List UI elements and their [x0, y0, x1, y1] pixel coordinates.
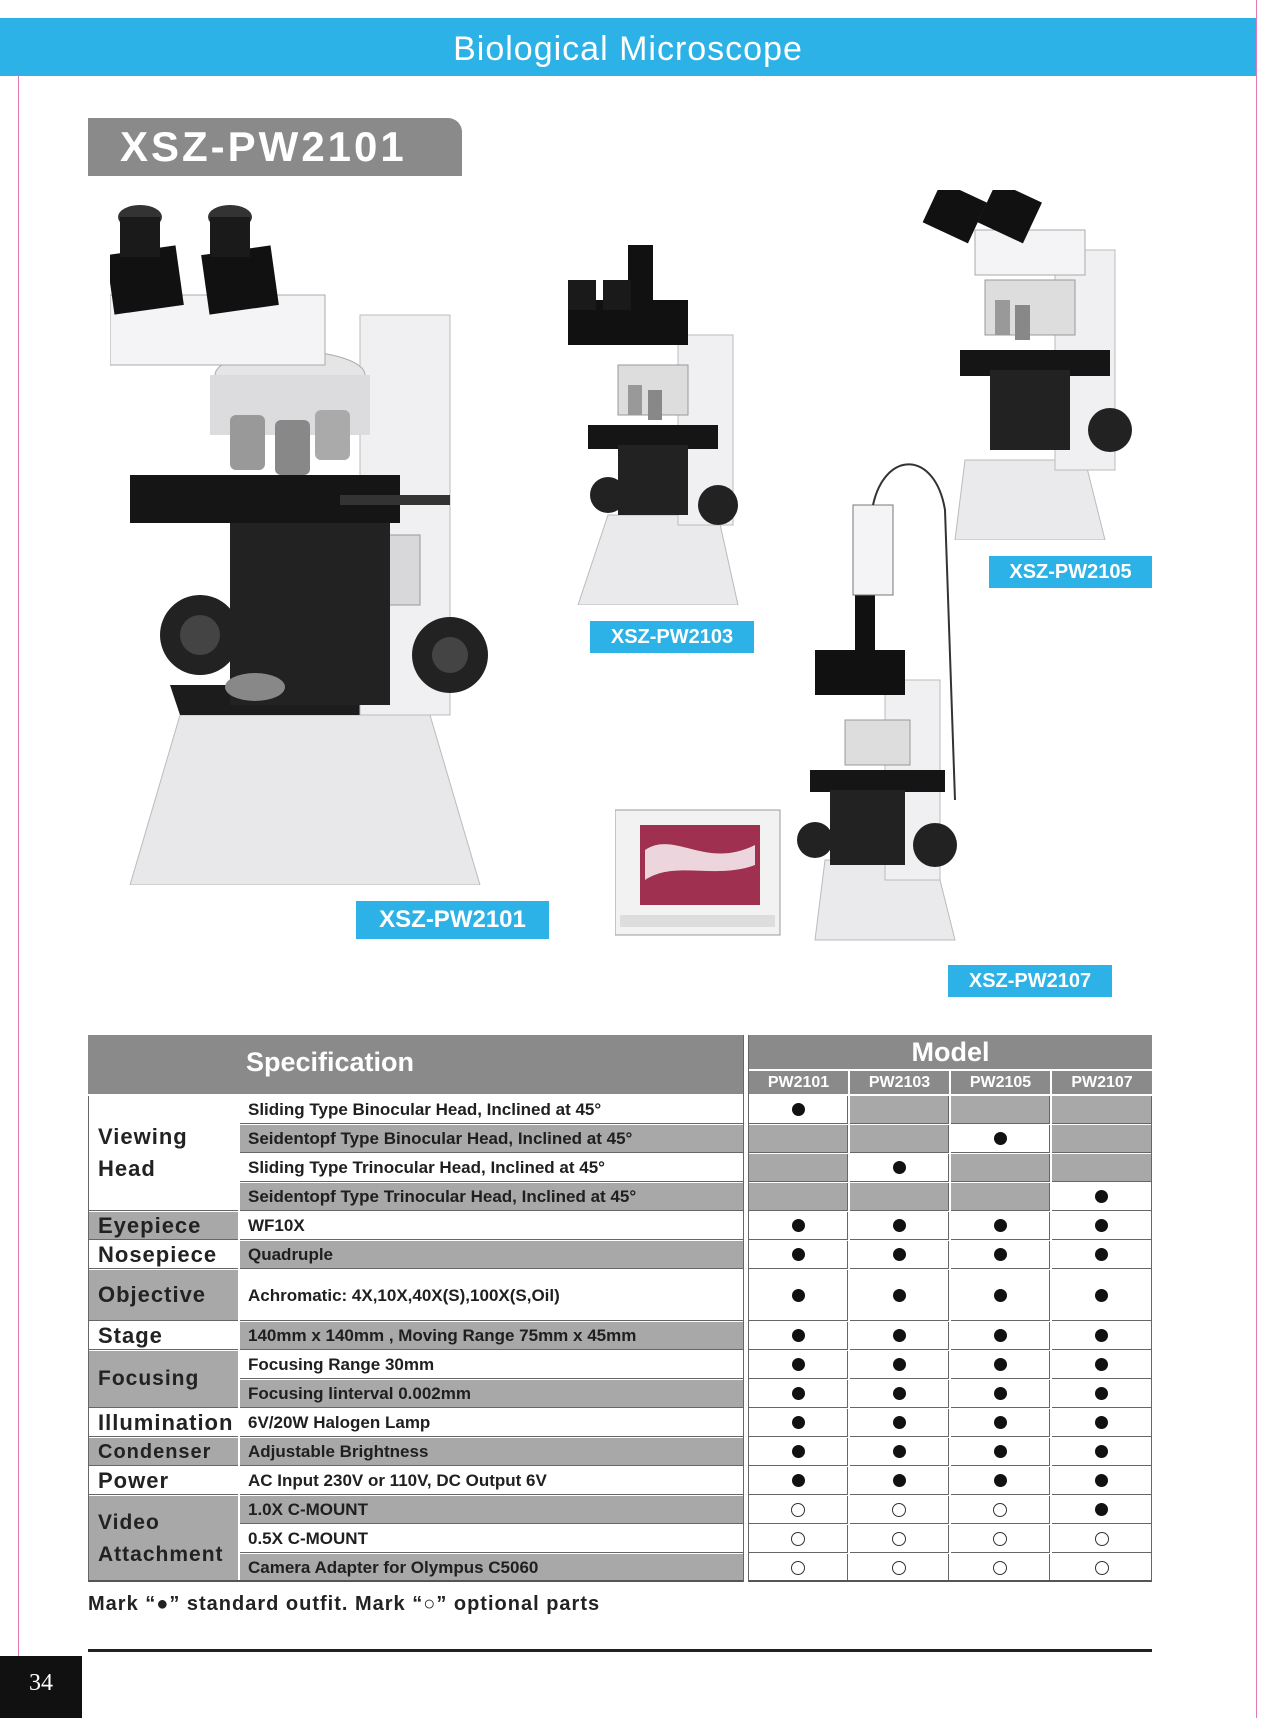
model-header — [749, 1035, 1152, 1069]
standard-mark-icon — [994, 1416, 1007, 1429]
model-mark-cell — [749, 1154, 848, 1182]
optional-mark-icon — [892, 1532, 906, 1546]
model-mark-cell — [850, 1241, 949, 1269]
model-mark-cell — [850, 1096, 949, 1124]
optional-mark-icon — [993, 1503, 1007, 1517]
model-mark-cell — [749, 1554, 848, 1582]
model-column-header: PW2107 — [1052, 1071, 1152, 1094]
model-mark-cell — [749, 1241, 848, 1269]
model-mark-cell — [850, 1525, 949, 1553]
standard-mark-icon — [792, 1445, 805, 1458]
model-mark-cell — [951, 1409, 1050, 1437]
model-mark-cell — [850, 1496, 949, 1524]
top-banner — [0, 18, 1256, 76]
spec-item: Quadruple — [240, 1241, 743, 1269]
spec-item: Focusing linterval 0.002mm — [240, 1380, 743, 1408]
model-mark-cell — [1052, 1212, 1152, 1240]
spec-category: Stage — [88, 1322, 238, 1350]
model-mark-cell — [749, 1438, 848, 1466]
model-mark-cell — [1052, 1351, 1152, 1379]
spec-category: Video Attachment — [88, 1496, 238, 1582]
model-mark-cell — [850, 1438, 949, 1466]
standard-mark-icon — [1095, 1474, 1108, 1487]
model-mark-cell — [749, 1322, 848, 1350]
standard-mark-icon — [1095, 1289, 1108, 1302]
model-mark-cell — [951, 1467, 1050, 1495]
standard-mark-icon — [792, 1329, 805, 1342]
standard-mark-icon — [994, 1445, 1007, 1458]
standard-mark-icon — [792, 1474, 805, 1487]
model-mark-cell — [1052, 1270, 1152, 1321]
model-mark-cell — [951, 1322, 1050, 1350]
spec-category: Condenser — [88, 1438, 238, 1466]
standard-mark-icon — [792, 1103, 805, 1116]
optional-mark-icon — [892, 1561, 906, 1575]
standard-mark-icon — [893, 1474, 906, 1487]
standard-mark-icon — [1095, 1358, 1108, 1371]
standard-mark-icon — [1095, 1329, 1108, 1342]
model-mark-cell — [951, 1270, 1050, 1321]
model-mark-cell — [951, 1438, 1050, 1466]
model-tag-label: XSZ-PW2101 — [120, 123, 407, 170]
standard-mark-icon — [994, 1219, 1007, 1232]
model-mark-cell — [951, 1554, 1050, 1582]
standard-mark-icon — [893, 1219, 906, 1232]
model-mark-cell — [749, 1270, 848, 1321]
model-mark-cell — [850, 1351, 949, 1379]
standard-mark-icon — [893, 1289, 906, 1302]
model-mark-cell — [951, 1125, 1050, 1153]
model-mark-cell — [850, 1409, 949, 1437]
model-column-header: PW2101 — [749, 1071, 848, 1094]
spec-item: WF10X — [240, 1212, 743, 1240]
model-mark-cell — [1052, 1241, 1152, 1269]
model-mark-cell — [951, 1380, 1050, 1408]
model-mark-cell — [1052, 1409, 1152, 1437]
photo-label-pw2107: XSZ-PW2107 — [948, 965, 1112, 997]
model-mark-cell — [850, 1270, 949, 1321]
photo-label-pw2101: XSZ-PW2101 — [356, 901, 549, 939]
spec-item: Seidentopf Type Binocular Head, Inclined at 45° — [240, 1125, 743, 1153]
standard-mark-icon — [893, 1387, 906, 1400]
spec-item: AC Input 230V or 110V, DC Output 6V — [240, 1467, 743, 1495]
standard-mark-icon — [1095, 1445, 1108, 1458]
spec-header — [88, 1035, 743, 1094]
model-mark-cell — [749, 1496, 848, 1524]
optional-mark-icon — [791, 1503, 805, 1517]
model-mark-cell — [749, 1183, 848, 1211]
microscope-photo-pw2101 — [110, 205, 500, 885]
spec-item: Camera Adapter for Olympus C5060 — [240, 1554, 743, 1582]
model-mark-cell — [1052, 1183, 1152, 1211]
standard-mark-icon — [994, 1387, 1007, 1400]
optional-mark-icon — [1095, 1561, 1109, 1575]
standard-mark-icon — [1095, 1387, 1108, 1400]
model-mark-cell — [850, 1380, 949, 1408]
model-mark-cell — [1052, 1380, 1152, 1408]
standard-mark-icon — [994, 1248, 1007, 1261]
standard-mark-icon — [1095, 1248, 1108, 1261]
spec-category: Power — [88, 1467, 238, 1495]
trim-line-left — [18, 76, 19, 1676]
model-mark-cell — [951, 1183, 1050, 1211]
model-mark-cell — [749, 1125, 848, 1153]
spec-category: Eyepiece — [88, 1212, 238, 1240]
model-mark-cell — [1052, 1525, 1152, 1553]
standard-mark-icon — [1095, 1416, 1108, 1429]
spec-item: Sliding Type Binocular Head, Inclined at 45° — [240, 1096, 743, 1124]
model-mark-cell — [951, 1525, 1050, 1553]
page-title: Biological Microscope — [453, 30, 803, 68]
page-number: 34 — [29, 1670, 53, 1696]
model-mark-cell — [1052, 1322, 1152, 1350]
spec-item: Seidentopf Type Trinocular Head, Inclined at 45° — [240, 1183, 743, 1211]
model-mark-cell — [850, 1554, 949, 1582]
standard-mark-icon — [792, 1416, 805, 1429]
spec-item: Adjustable Brightness — [240, 1438, 743, 1466]
model-mark-cell — [850, 1154, 949, 1182]
standard-mark-icon — [893, 1161, 906, 1174]
model-mark-cell — [850, 1212, 949, 1240]
model-mark-cell — [951, 1496, 1050, 1524]
standard-mark-icon — [994, 1289, 1007, 1302]
standard-mark-icon — [893, 1358, 906, 1371]
model-mark-cell — [1052, 1154, 1152, 1182]
microscope-photo-pw2107 — [615, 450, 985, 950]
model-column-header: PW2105 — [951, 1071, 1050, 1094]
standard-mark-icon — [792, 1219, 805, 1232]
model-mark-cell — [749, 1096, 848, 1124]
standard-mark-icon — [994, 1132, 1007, 1145]
standard-mark-icon — [994, 1358, 1007, 1371]
page-number-box — [0, 1656, 82, 1718]
model-mark-cell — [749, 1380, 848, 1408]
standard-mark-icon — [994, 1474, 1007, 1487]
standard-mark-icon — [893, 1329, 906, 1342]
optional-mark-icon — [1095, 1532, 1109, 1546]
standard-mark-icon — [893, 1416, 906, 1429]
spec-header-label: Specification — [246, 1047, 415, 1077]
model-mark-cell — [749, 1467, 848, 1495]
model-mark-cell — [749, 1525, 848, 1553]
standard-mark-icon — [1095, 1190, 1108, 1203]
standard-mark-icon — [1095, 1219, 1108, 1232]
model-mark-cell — [1052, 1467, 1152, 1495]
standard-mark-icon — [792, 1248, 805, 1261]
model-mark-cell — [1052, 1496, 1152, 1524]
spec-category: Focusing — [88, 1351, 238, 1408]
model-mark-cell — [850, 1467, 949, 1495]
optional-mark-icon — [791, 1561, 805, 1575]
model-mark-cell — [749, 1212, 848, 1240]
model-mark-cell — [951, 1351, 1050, 1379]
spec-category: Viewing Head — [88, 1096, 238, 1211]
model-mark-cell — [1052, 1438, 1152, 1466]
spec-item: 140mm x 140mm , Moving Range 75mm x 45mm — [240, 1322, 743, 1350]
standard-mark-icon — [792, 1289, 805, 1302]
model-mark-cell — [749, 1409, 848, 1437]
photo-label-pw2105: XSZ-PW2105 — [989, 556, 1152, 588]
photo-label-pw2103: XSZ-PW2103 — [590, 621, 754, 653]
trim-line-right — [1256, 0, 1257, 1718]
spec-item: Focusing Range 30mm — [240, 1351, 743, 1379]
optional-mark-icon — [791, 1532, 805, 1546]
optional-mark-icon — [892, 1503, 906, 1517]
spec-category: Illumination — [88, 1409, 238, 1437]
optional-mark-icon — [993, 1561, 1007, 1575]
standard-mark-icon — [792, 1358, 805, 1371]
spec-item: 1.0X C-MOUNT — [240, 1496, 743, 1524]
spec-category: Objective — [88, 1270, 238, 1321]
spec-item: Sliding Type Trinocular Head, Inclined at 45° — [240, 1154, 743, 1182]
model-mark-cell — [1052, 1125, 1152, 1153]
model-mark-cell — [1052, 1096, 1152, 1124]
model-mark-cell — [951, 1096, 1050, 1124]
model-mark-cell — [850, 1125, 949, 1153]
spec-category: Nosepiece — [88, 1241, 238, 1269]
spec-item: 6V/20W Halogen Lamp — [240, 1409, 743, 1437]
model-mark-cell — [951, 1241, 1050, 1269]
model-mark-cell — [1052, 1554, 1152, 1582]
standard-mark-icon — [893, 1248, 906, 1261]
model-mark-cell — [951, 1212, 1050, 1240]
bottom-rule — [88, 1649, 1152, 1652]
standard-mark-icon — [994, 1329, 1007, 1342]
model-mark-cell — [749, 1351, 848, 1379]
model-mark-cell — [850, 1183, 949, 1211]
model-mark-cell — [951, 1154, 1050, 1182]
model-tag — [88, 118, 462, 176]
optional-mark-icon — [993, 1532, 1007, 1546]
model-column-header: PW2103 — [850, 1071, 949, 1094]
model-header-label: Model — [911, 1037, 990, 1067]
standard-mark-icon — [1095, 1503, 1108, 1516]
spec-model-divider — [743, 1035, 749, 1582]
legend-note: Mark “●” standard outfit. Mark “○” optional parts — [88, 1593, 601, 1615]
standard-mark-icon — [893, 1445, 906, 1458]
spec-item: Achromatic: 4X,10X,40X(S),100X(S,Oil) — [240, 1270, 743, 1321]
standard-mark-icon — [792, 1387, 805, 1400]
model-mark-cell — [850, 1322, 949, 1350]
spec-item: 0.5X C-MOUNT — [240, 1525, 743, 1553]
